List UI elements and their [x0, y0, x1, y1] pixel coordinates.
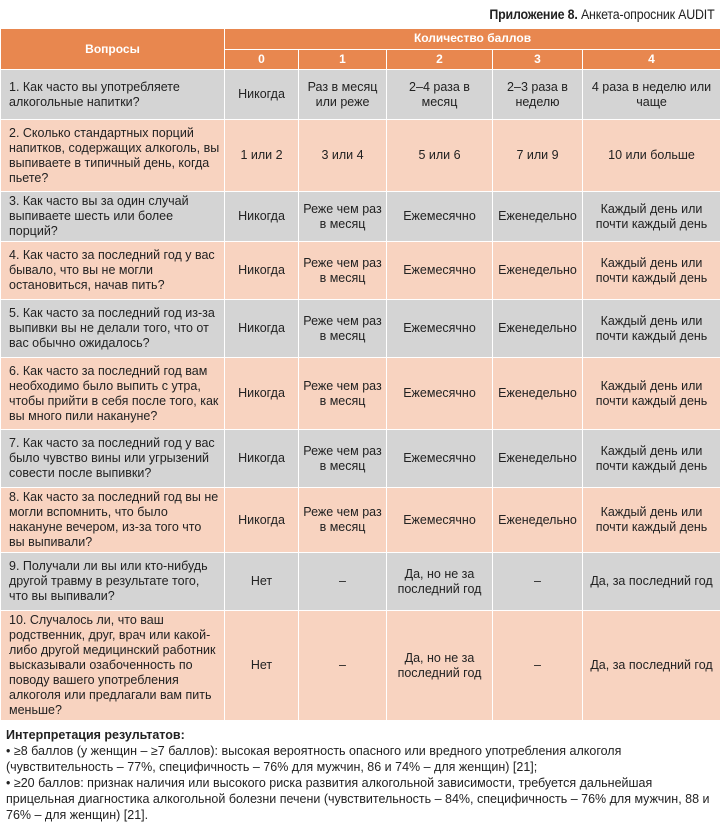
question-cell: 8. Как часто за последний год вы не могли вспомнить, что было накануне вечером, из-за того что вы выпивали?	[1, 488, 225, 553]
answer-cell-0: Никогда	[225, 192, 299, 242]
question-cell: 10. Случалось ли, что ваш родственник, друг, врач или какой-либо другой медицинский работник высказывали озабоченность по поводу вашего употребления алкоголя или предлагали вам пить меньше?	[1, 611, 225, 721]
answer-cell-4: 10 или больше	[583, 120, 720, 192]
notes-item-1: • ≥8 баллов (у женщин – ≥7 баллов): высокая вероятность опасного или вредного употребления алкоголя (чувствительность – 77%, специфичность – 76% для мужчин, 86 и 74% – для женщин) [21];	[6, 743, 714, 775]
question-cell: 2. Сколько стандартных порций напитков, содержащих алкоголь, вы выпиваете в типичный день, когда пьете?	[1, 120, 225, 192]
answer-cell-4: Каждый день или почти каждый день	[583, 300, 720, 358]
header-point-0: 0	[225, 49, 299, 70]
header-point-4: 4	[583, 49, 720, 70]
notes-item-2: • ≥20 баллов: признак наличия или высокого риска развития алкогольной зависимости, требуется дальнейшая прицельная диагностика алкогольной болезни печени (чувствительность – 84%, специфичность – 76% для мужчин, 88 и 76% – для женщин) [21].	[6, 775, 714, 823]
answer-cell-0: Нет	[225, 611, 299, 721]
header-point-2: 2	[387, 49, 493, 70]
answer-cell-4: Каждый день или почти каждый день	[583, 358, 720, 430]
answer-cell-2: Да, но не за последний год	[387, 611, 493, 721]
answer-cell-0: Никогда	[225, 300, 299, 358]
answer-cell-3: –	[493, 611, 583, 721]
header-point-3: 3	[493, 49, 583, 70]
answer-cell-3: Еженедельно	[493, 192, 583, 242]
answer-cell-1: Реже чем раз в месяц	[299, 192, 387, 242]
answer-cell-0: 1 или 2	[225, 120, 299, 192]
table-row	[1, 430, 720, 488]
answer-cell-3: Еженедельно	[493, 300, 583, 358]
answer-cell-2: Ежемесячно	[387, 358, 493, 430]
answer-cell-0: Никогда	[225, 242, 299, 300]
answer-cell-2: Ежемесячно	[387, 242, 493, 300]
answer-cell-3: Еженедельно	[493, 242, 583, 300]
table-row	[1, 242, 720, 300]
answer-cell-0: Никогда	[225, 488, 299, 553]
answer-cell-1: 3 или 4	[299, 120, 387, 192]
answer-cell-4: 4 раза в неделю или чаще	[583, 70, 720, 120]
table-row	[1, 192, 720, 242]
table-row	[1, 358, 720, 430]
answer-cell-4: Каждый день или почти каждый день	[583, 430, 720, 488]
answer-cell-4: Каждый день или почти каждый день	[583, 488, 720, 553]
answer-cell-2: Ежемесячно	[387, 488, 493, 553]
answer-cell-1: Реже чем раз в месяц	[299, 300, 387, 358]
question-cell: 5. Как часто за последний год из-за выпивки вы не делали того, что от вас обычно ожидалось?	[1, 300, 225, 358]
answer-cell-2: Ежемесячно	[387, 300, 493, 358]
question-cell: 7. Как часто за последний год у вас было чувство вины или угрызений совести после выпивки?	[1, 430, 225, 488]
table-row	[1, 553, 720, 611]
answer-cell-2: Да, но не за последний год	[387, 553, 493, 611]
answer-cell-3: –	[493, 553, 583, 611]
answer-cell-2: Ежемесячно	[387, 192, 493, 242]
answer-cell-4: Да, за последний год	[583, 553, 720, 611]
table-row	[1, 120, 720, 192]
answer-cell-2: Ежемесячно	[387, 430, 493, 488]
notes-heading: Интерпретация результатов:	[6, 727, 714, 743]
answer-cell-2: 2–4 раза в месяц	[387, 70, 493, 120]
answer-cell-3: Еженедельно	[493, 430, 583, 488]
answer-cell-0: Никогда	[225, 70, 299, 120]
header-questions: Вопросы	[1, 29, 225, 70]
appendix-title-rest: Анкета-опросник AUDIT	[578, 7, 715, 22]
answer-cell-1: Реже чем раз в месяц	[299, 488, 387, 553]
answer-cell-3: Еженедельно	[493, 488, 583, 553]
answer-cell-1: –	[299, 553, 387, 611]
table-row	[1, 70, 720, 120]
answer-cell-1: –	[299, 611, 387, 721]
table-row	[1, 300, 720, 358]
interpretation-notes	[0, 721, 720, 823]
answer-cell-4: Каждый день или почти каждый день	[583, 242, 720, 300]
answer-cell-0: Никогда	[225, 430, 299, 488]
answer-cell-1: Реже чем раз в месяц	[299, 430, 387, 488]
question-cell: 4. Как часто за последний год у вас бывало, что вы не могли остановиться, начав пить?	[1, 242, 225, 300]
answer-cell-2: 5 или 6	[387, 120, 493, 192]
audit-table	[0, 28, 720, 721]
answer-cell-1: Реже чем раз в месяц	[299, 358, 387, 430]
question-cell: 6. Как часто за последний год вам необходимо было выпить с утра, чтобы прийти в себя после того, как вы много пили накануне?	[1, 358, 225, 430]
question-cell: 9. Получали ли вы или кто-нибудь другой травму в результате того, что вы выпивали?	[1, 553, 225, 611]
header-point-1: 1	[299, 49, 387, 70]
answer-cell-4: Каждый день или почти каждый день	[583, 192, 720, 242]
answer-cell-1: Раз в месяц или реже	[299, 70, 387, 120]
appendix-title	[58, 0, 720, 28]
table-row	[1, 611, 720, 721]
table-row	[1, 488, 720, 553]
appendix-title-bold: Приложение 8.	[489, 7, 577, 22]
answer-cell-3: 7 или 9	[493, 120, 583, 192]
answer-cell-3: 2–3 раза в неделю	[493, 70, 583, 120]
answer-cell-0: Нет	[225, 553, 299, 611]
header-scores: Количество баллов	[225, 29, 720, 50]
answer-cell-1: Реже чем раз в месяц	[299, 242, 387, 300]
answer-cell-3: Еженедельно	[493, 358, 583, 430]
question-cell: 3. Как часто вы за один случай выпиваете шесть или более порций?	[1, 192, 225, 242]
answer-cell-0: Никогда	[225, 358, 299, 430]
answer-cell-4: Да, за последний год	[583, 611, 720, 721]
question-cell: 1. Как часто вы употребляете алкогольные напитки?	[1, 70, 225, 120]
